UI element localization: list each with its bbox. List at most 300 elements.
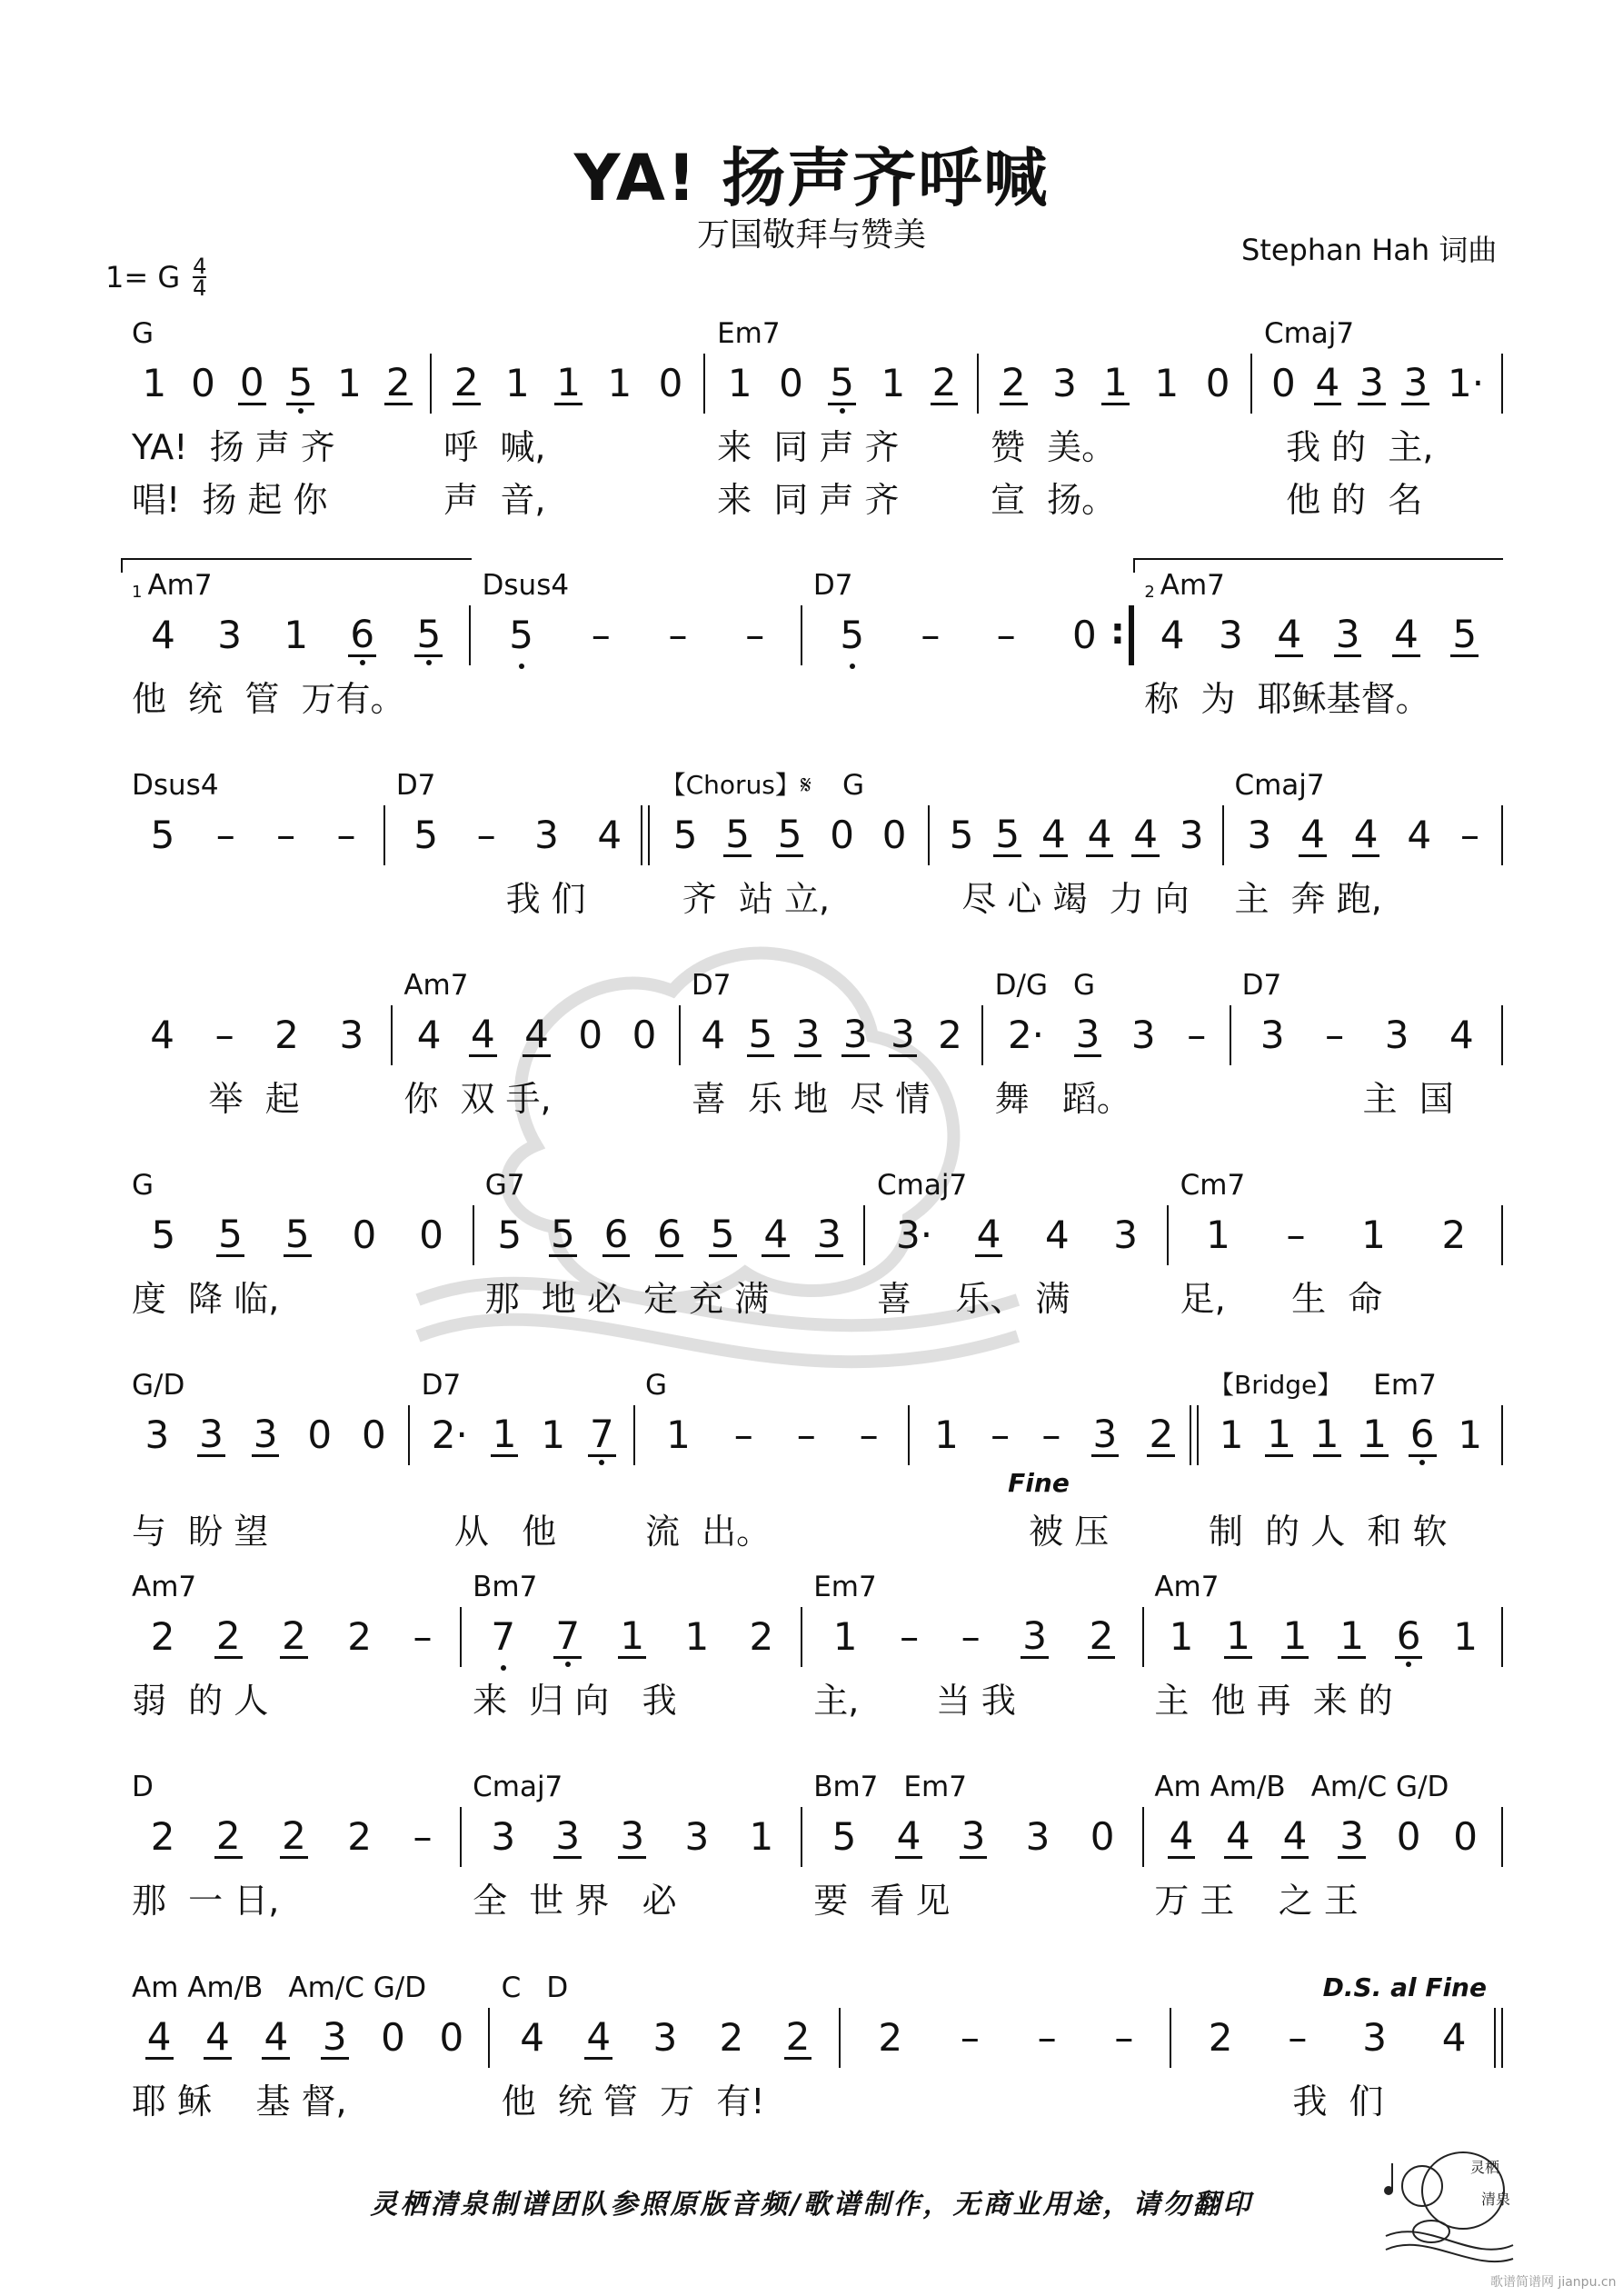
note: 2 [282, 1612, 306, 1658]
note: 5 [551, 1211, 575, 1256]
note: 3 [555, 1812, 581, 1858]
note: 7 [491, 1614, 516, 1659]
site-watermark: 歌谱简谱网 jianpu.cn [1490, 2275, 1617, 2290]
marking-row [121, 1469, 1503, 1502]
note: – [796, 1413, 816, 1457]
note: 4 [763, 1211, 789, 1256]
note: 4 [1282, 1812, 1308, 1858]
note: 1 [749, 1814, 774, 1859]
chord-symbol: Em7 [717, 317, 781, 350]
note: 5 [830, 359, 854, 404]
double-barline [641, 805, 650, 865]
chord-cell [462, 1752, 802, 1803]
note: 4 [1449, 1013, 1474, 1057]
note: 5 [218, 1211, 243, 1256]
chord-cell [908, 1351, 1198, 1402]
note: – [215, 813, 235, 857]
note: 3 [684, 1814, 710, 1859]
note: 3 [1052, 361, 1077, 405]
composer-credit: Stephan Hah 词曲 [1241, 233, 1498, 267]
note: – [996, 613, 1016, 657]
measure [650, 802, 929, 869]
note: 0 [1453, 1814, 1479, 1859]
note: – [900, 1614, 920, 1659]
note: 3 [1179, 813, 1204, 857]
chord-cell [802, 551, 1133, 602]
chord-symbol: C [501, 1972, 522, 2004]
measure [865, 1202, 1170, 1269]
lyric-cell: 你 双 手, [403, 1078, 552, 1119]
note: 4 [1407, 813, 1432, 857]
note: 5 [725, 811, 750, 856]
volta-ending-number: 1 [132, 583, 143, 602]
lyric-cell: 主 奔 跑, [1234, 878, 1382, 919]
measure [121, 1202, 474, 1269]
chord-row [121, 1552, 1503, 1603]
chord-symbol: Am Am/B [1154, 1771, 1286, 1803]
note: 4 [1044, 1213, 1070, 1257]
note: 5 [777, 811, 802, 856]
lyric-cell: 制 的 人 和 软 [1209, 1511, 1448, 1552]
note: 0 [307, 1413, 333, 1457]
note: 4 [1315, 359, 1340, 404]
note: 0 [419, 1213, 443, 1257]
chord-cell [802, 1552, 1143, 1603]
note: 1 [1226, 1612, 1250, 1658]
lyric-cell: 与 盼 望 [132, 1511, 269, 1552]
note: – [476, 813, 496, 857]
note: 2 [1089, 1612, 1114, 1658]
lyrics-row [121, 869, 1503, 922]
chord-row [121, 551, 1503, 602]
lyric-cell: 被 压 [919, 1511, 1110, 1552]
lyric-cell [802, 669, 1133, 722]
note: 5 [284, 1211, 310, 1256]
volta-ending-number: 2 [1144, 583, 1155, 602]
lyric-cell: 从 他 [421, 1511, 557, 1552]
barline [1501, 1607, 1503, 1667]
measure [121, 1603, 462, 1671]
chord-cell [650, 751, 930, 802]
chord-symbol: Cmaj7 [877, 1169, 968, 1202]
note: 2 [719, 2015, 744, 2060]
notes-row [121, 350, 1503, 417]
chord-symbol: Am/C G/D [1310, 1771, 1449, 1803]
note: 3 [961, 1812, 986, 1858]
note: 3 [1335, 611, 1360, 656]
note: 4 [1169, 1812, 1194, 1858]
notes-row [121, 2004, 1503, 2071]
lyric-cell: 我 们 [395, 878, 586, 919]
lyric-cell: 要 看 见 [813, 1880, 951, 1921]
note: 4 [976, 1211, 1001, 1256]
note: 5 [497, 1213, 523, 1257]
note: 3· [896, 1213, 933, 1257]
note: – [1325, 1013, 1345, 1057]
note: – [276, 813, 296, 857]
note: 5 [151, 1213, 176, 1257]
note: 0 [362, 1413, 386, 1457]
note: 0 [191, 361, 215, 405]
chord-symbol: Cm7 [1180, 1169, 1246, 1202]
note: 3 [1075, 1011, 1100, 1056]
measure [1169, 1202, 1503, 1269]
note: – [745, 613, 765, 657]
chord-cell [980, 299, 1253, 350]
lyric-cell: 舞 蹈。 [994, 1078, 1131, 1119]
lyrics-row [121, 417, 1503, 470]
measure [121, 350, 432, 417]
chord-symbol: D [546, 1972, 569, 2004]
lyric-cell: 唱! 扬 起 你 [132, 479, 328, 520]
barline [1501, 1405, 1503, 1465]
note: 2 [215, 1812, 241, 1858]
note: 3 [1384, 1013, 1409, 1057]
note: 2 [785, 2013, 811, 2059]
lyric-cell: 我 的 主, [1263, 426, 1434, 467]
measure [1171, 2004, 1503, 2071]
note: 1 [881, 361, 906, 405]
chord-symbol: Em7 [813, 1571, 877, 1603]
measure [1199, 1402, 1503, 1469]
chord-symbol: Am7 [403, 969, 469, 1002]
chord-cell [1133, 551, 1503, 602]
chord-cell [472, 551, 802, 602]
note: 4 [1041, 811, 1066, 856]
measure [1144, 1603, 1503, 1671]
chord-cell [121, 1953, 491, 2004]
note: 5 [288, 359, 314, 404]
note: 3 [491, 1814, 516, 1859]
note: 5 [748, 1011, 773, 1056]
lyric-cell: 我 们 [1182, 2081, 1384, 2121]
barline [1501, 1807, 1503, 1867]
chord-symbol: G [645, 1369, 668, 1402]
note: 5 [416, 611, 442, 656]
note: 3 [620, 1812, 645, 1858]
chord-symbol: Cmaj7 [1234, 769, 1325, 802]
note: 2 [938, 1013, 962, 1057]
note: 4 [1226, 1812, 1250, 1858]
note: 1 [832, 1614, 858, 1659]
note: 2 [347, 1614, 373, 1659]
note: 0 [578, 1013, 603, 1057]
chord-cell [393, 951, 681, 1002]
chord-cell [433, 299, 706, 350]
note: 4 [1277, 611, 1302, 656]
chord-row [121, 751, 1503, 802]
lyric-cell: 主 国 [1241, 1078, 1454, 1119]
measure [410, 1402, 635, 1469]
double-barline [1494, 2008, 1503, 2068]
measure [910, 1402, 1199, 1469]
note: 6 [657, 1211, 682, 1256]
album-subtitle: 万国敬拜与赞美 [696, 216, 927, 254]
lyric-cell: 宣 扬。 [991, 479, 1117, 520]
chord-symbol: Am/C G/D [288, 1972, 427, 2004]
chord-symbol: Cmaj7 [473, 1771, 563, 1803]
lyric-cell: 赞 美。 [991, 426, 1117, 467]
marking-cell [121, 1469, 411, 1502]
chord-symbol: G [132, 317, 154, 350]
lyric-cell: 全 世 界 必 [473, 1880, 677, 1921]
note: 1 [1453, 1614, 1479, 1659]
note: 1 [1282, 1612, 1308, 1658]
chord-cell [121, 1351, 411, 1402]
note: 2· [1007, 1013, 1045, 1057]
note: 4 [205, 2013, 230, 2059]
note: 2 [749, 1614, 774, 1659]
note: – [413, 1814, 433, 1859]
lyrics-row [121, 2071, 1503, 2124]
footer-notice: 灵栖清泉制谱团队参照原版音频/歌谱制作，无商业用途，请勿翻印 [370, 2189, 1253, 2221]
lyric-cell: 他 统 管 万有。 [132, 678, 405, 719]
barline [1501, 805, 1503, 865]
time-signature [193, 254, 207, 301]
note: 1 [1206, 1213, 1230, 1257]
measure [462, 1803, 802, 1871]
chord-cell [121, 1552, 462, 1603]
measure [432, 350, 705, 417]
note: 2 [1441, 1213, 1467, 1257]
measure [471, 602, 802, 669]
chord-symbol: Am7 [1160, 569, 1225, 602]
note: 0 [658, 361, 683, 405]
lyrics-row [121, 1502, 1503, 1554]
chord-cell [462, 1552, 802, 1603]
ds-al-fine-marker: D.S. al Fine [1322, 1972, 1487, 2002]
chord-row [121, 1151, 1503, 1202]
note: 4 [146, 2013, 172, 2059]
note: 4 [896, 1812, 921, 1858]
note: 3 [1339, 1812, 1364, 1858]
chord-cell [1223, 751, 1503, 802]
note: 5 [995, 811, 1021, 856]
note: 0 [1071, 613, 1097, 657]
note: 3 [891, 1011, 915, 1056]
staff-system [121, 1953, 1503, 2124]
note: – [921, 613, 941, 657]
note: 1 [505, 361, 530, 405]
staff-system [121, 1351, 1503, 1554]
note: 4 [524, 1011, 549, 1056]
chord-cell [1198, 1351, 1503, 1402]
measure [841, 2004, 1172, 2071]
time-bottom: 4 [193, 275, 207, 301]
note: 4 [1087, 811, 1112, 856]
note: 0 [352, 1213, 377, 1257]
measure [490, 2004, 840, 2071]
marking-cell [1197, 1469, 1503, 1502]
note: 1 [541, 1413, 566, 1457]
measure [802, 1603, 1143, 1671]
lyric-cell [472, 669, 802, 722]
chord-symbol: Em7 [903, 1771, 967, 1803]
note: 1 [620, 1612, 645, 1658]
note: 2 [453, 359, 479, 404]
marking-cell [632, 1469, 906, 1502]
chord-cell [474, 1151, 866, 1202]
chord-cell [121, 751, 385, 802]
chord-row [121, 1953, 1503, 2004]
note: 5 [672, 813, 698, 857]
note: – [991, 1413, 1011, 1457]
notes-row [121, 1002, 1503, 1069]
staff-system [121, 551, 1503, 722]
lyric-cell: 流 出。 [645, 1511, 772, 1552]
note: 0 [381, 2015, 405, 2060]
note: 1 [684, 1614, 710, 1659]
chord-row [121, 1351, 1503, 1402]
marking-cell [906, 1469, 1196, 1502]
lyric-cell: 万 王 之 王 [1154, 1880, 1359, 1921]
staff-system [121, 751, 1503, 922]
chord-cell [385, 751, 650, 802]
measure [121, 802, 385, 869]
note: 1 [337, 361, 362, 405]
lyrics-row [121, 669, 1503, 722]
note: 1 [142, 361, 167, 405]
note: 3 [1362, 2015, 1387, 2060]
sheep-logo-icon [1381, 2136, 1518, 2263]
notes-row [121, 602, 1503, 669]
lyrics-row [121, 1069, 1503, 1122]
measure [635, 1402, 909, 1469]
note: 3 [1219, 613, 1243, 657]
chord-symbol: G [1073, 969, 1096, 1002]
note: 3 [1025, 1814, 1050, 1859]
chord-symbol: Am7 [1154, 1571, 1220, 1603]
note: 4 [416, 1013, 442, 1057]
note: 4 [264, 2013, 289, 2059]
note: 4 [1353, 811, 1379, 856]
lyric-cell: 那 地 必 定 充 满 [484, 1278, 770, 1319]
lyrics-row [121, 470, 1503, 523]
chord-cell [929, 751, 1223, 802]
lyric-cell: 度 降 临, [132, 1278, 280, 1319]
note: – [733, 1413, 753, 1457]
lyric-cell: 喜 乐、 满 [877, 1278, 1070, 1319]
note: 3 [1359, 359, 1384, 404]
lyric-cell: 主, 当 我 [813, 1680, 1016, 1721]
note: 2 [347, 1814, 373, 1859]
chord-cell [121, 951, 393, 1002]
note: 0 [779, 361, 803, 405]
note: – [1037, 2015, 1057, 2060]
note: 2 [931, 359, 957, 404]
measure [121, 1402, 410, 1469]
chord-symbol: Dsus4 [132, 769, 219, 802]
lyric-cell: 喜 乐 地 尽 情 [691, 1078, 931, 1119]
note: 4 [150, 1013, 175, 1057]
chord-symbol: D7 [1241, 969, 1282, 1002]
note: 2 [215, 1612, 241, 1658]
note: 1 [1154, 361, 1180, 405]
note: 1 [1103, 359, 1129, 404]
section-marker: 【Chorus】𝄋 [660, 770, 812, 800]
note: 1 [492, 1411, 517, 1456]
marking-cell [411, 1469, 632, 1502]
note: 0 [1271, 361, 1296, 405]
note: 3 [217, 613, 242, 657]
key-signature [105, 254, 207, 301]
lyric-cell: 尽 心 竭 力 向 [940, 878, 1190, 919]
chord-cell [681, 951, 984, 1002]
double-barline [1190, 1405, 1199, 1465]
note: 1 [1169, 1614, 1194, 1659]
chord-cell [491, 1953, 841, 2004]
chord-cell [634, 1351, 908, 1402]
chord-row [121, 1752, 1503, 1803]
chord-symbol: G [132, 1169, 154, 1202]
chord-symbol: G [841, 769, 864, 802]
chord-cell [802, 1752, 1143, 1803]
note: 1 [1219, 1413, 1244, 1457]
note: – [413, 1614, 433, 1659]
chord-symbol: G7 [484, 1169, 525, 1202]
note: 1 [1458, 1413, 1483, 1457]
note: 2 [878, 2015, 903, 2060]
chord-cell [1170, 1151, 1503, 1202]
notes-row [121, 1603, 1503, 1671]
chord-cell [706, 299, 980, 350]
note: 6 [350, 611, 375, 656]
note: 1 [1362, 1411, 1388, 1456]
measure [705, 350, 979, 417]
note: 3 [652, 2015, 678, 2060]
lyric-cell: 举 起 [132, 1078, 300, 1119]
note: 1 [1314, 1411, 1339, 1456]
note: 2 [282, 1812, 306, 1858]
note: – [1187, 1013, 1207, 1057]
note: 5 [413, 813, 439, 857]
notes-row [121, 802, 1503, 869]
lyric-cell: 称 为 耶稣基督。 [1144, 678, 1430, 719]
chord-symbol: D [132, 1771, 154, 1803]
note: 1· [1447, 361, 1485, 405]
measure [979, 350, 1252, 417]
lyric-cell: 弱 的 人 [132, 1680, 269, 1721]
note: 0 [1205, 361, 1230, 405]
note: – [1286, 1213, 1306, 1257]
note: 2 [1208, 2015, 1233, 2060]
measure [802, 1803, 1143, 1871]
note: 5 [509, 613, 534, 657]
chord-row [121, 299, 1503, 350]
note: 3 [1247, 813, 1272, 857]
chord-cell [1172, 1953, 1503, 2004]
chord-cell [841, 1953, 1171, 2004]
note: 2 [1149, 1411, 1174, 1456]
chord-symbol: D7 [395, 769, 436, 802]
note: 4 [1300, 811, 1325, 856]
note: 4 [597, 813, 622, 857]
notes-row [121, 1402, 1503, 1469]
note: – [1114, 2015, 1134, 2060]
note: – [961, 1614, 981, 1659]
note: 3 [322, 2013, 347, 2059]
lyric-cell [121, 869, 385, 922]
note: 0 [1396, 1814, 1421, 1859]
note: 1 [1339, 1612, 1364, 1658]
chord-cell [1231, 951, 1503, 1002]
note: 4 [520, 2015, 545, 2060]
barline [1501, 1005, 1503, 1065]
chord-symbol: Bm7 [473, 1571, 538, 1603]
lyric-cell: 呼 喊, [443, 426, 546, 467]
measure [1144, 1803, 1503, 1871]
note: 1 [556, 359, 581, 404]
